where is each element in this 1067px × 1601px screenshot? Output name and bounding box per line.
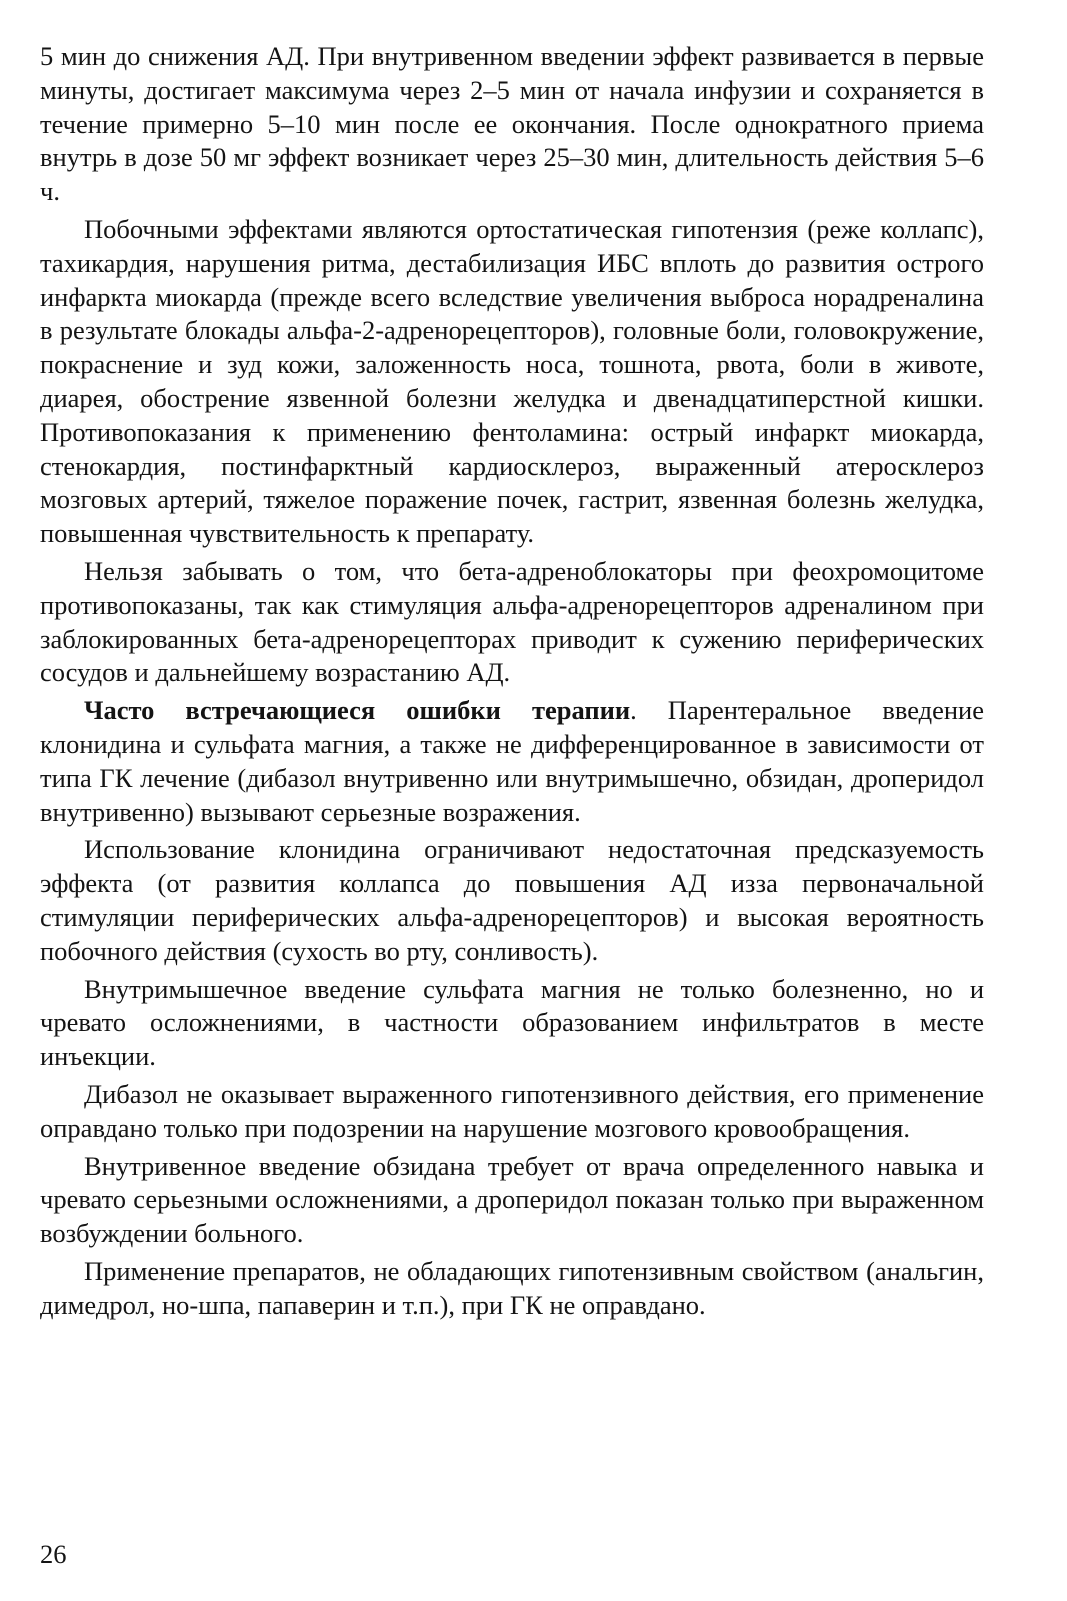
paragraph-common-errors <box>40 694 984 829</box>
paragraph-magnesium <box>40 973 984 1074</box>
paragraph-beta-blockers <box>40 555 984 690</box>
paragraph-text: . Парентеральное введение клонидина и сульфата магния, а также не дифференцированное в зависимости от типа ГК лечение (дибазол внутривенно или внутримышечно, обзидан, дроперидол внутривенно) вызывают серьезные возражения. <box>40 695 984 827</box>
paragraph-text: Дибазол не оказывает выраженного гипотензивного действия, его применение оправдано только при подозрении на нарушение мозгового кровообращения. <box>40 1078 984 1143</box>
paragraph-text: 5 мин до снижения АД. При внутривенном введении эффект развивается в первые минуты, достигает максимума через 2–5 мин от начала инфузии и сохраняется в течение примерно 5–10 мин после ее окончания. После однократного приема внутрь в дозе 50 мг эффект возникает через 25–30 мин, длительность действия 5–6 ч. <box>40 41 984 207</box>
paragraph-text: Применение препаратов, не обладающих гипотензивным свойством (анальгин, димедрол, но-шпа, папаверин и т.п.), при ГК не оправдано. <box>40 1255 984 1320</box>
paragraph-text: Побочными эффектами являются ортостатическая гипотензия (реже коллапс), тахикардия, нарушения ритма, дестабилизация ИБС вплоть до развития острого инфаркта миокарда (прежде всего вследствие увеличения выброса норадреналина в результате блокады альфа-2-адренорецепторов), головные боли, головокружение, покраснение и зуд кожи, заложенность носа, тошнота, рвота, боли в животе, диарея, обострение язвенной болезни желудка и двенадцатиперстной кишки. Противопоказания к применению фентоламина: острый инфаркт миокарда, стенокардия, постинфарктный кардиосклероз, выраженный атеросклероз мозговых артерий, тяжелое поражение почек, гастрит, язвенная болезнь желудка, повышенная чувствительность к препарату. <box>40 213 984 549</box>
paragraph-obzidan <box>40 1150 984 1251</box>
paragraph-text: Внутривенное введение обзидана требует от врача определенного навыка и чревато серьезными осложнениями, а дроперидол показан только при выраженном возбуждении больного. <box>40 1150 984 1249</box>
page-body <box>40 40 984 1326</box>
paragraph-dibazol <box>40 1078 984 1146</box>
paragraph-clonidine <box>40 833 984 968</box>
paragraph-continuation <box>40 40 984 209</box>
page-number: 26 <box>40 1539 67 1569</box>
paragraph-text: Использование клонидина ограничивают недостаточная предсказуемость эффекта (от развития коллапса до повышения АД изза первоначальной стимуляции периферических альфа-адренорецепторов) и высокая вероятность побочного действия (сухость во рту, сонливость). <box>40 834 984 966</box>
paragraph-heading: Часто встречающиеся ошибки терапии <box>84 695 631 726</box>
paragraph-side-effects <box>40 213 984 551</box>
paragraph-text: Нельзя забывать о том, что бета-адреноблокаторы при феохромоцитоме противопоказаны, так как стимуляция альфа-адренорецепторов адреналином при заблокированных бета-адренорецепторах приводит к сужению периферических сосудов и дальнейшему возрастанию АД. <box>40 555 984 688</box>
paragraph-other-drugs <box>40 1255 984 1323</box>
paragraph-text: Внутримышечное введение сульфата магния не только болезненно, но и чревато осложнениями, в частности образованием инфильтратов в месте инъекции. <box>40 973 984 1072</box>
